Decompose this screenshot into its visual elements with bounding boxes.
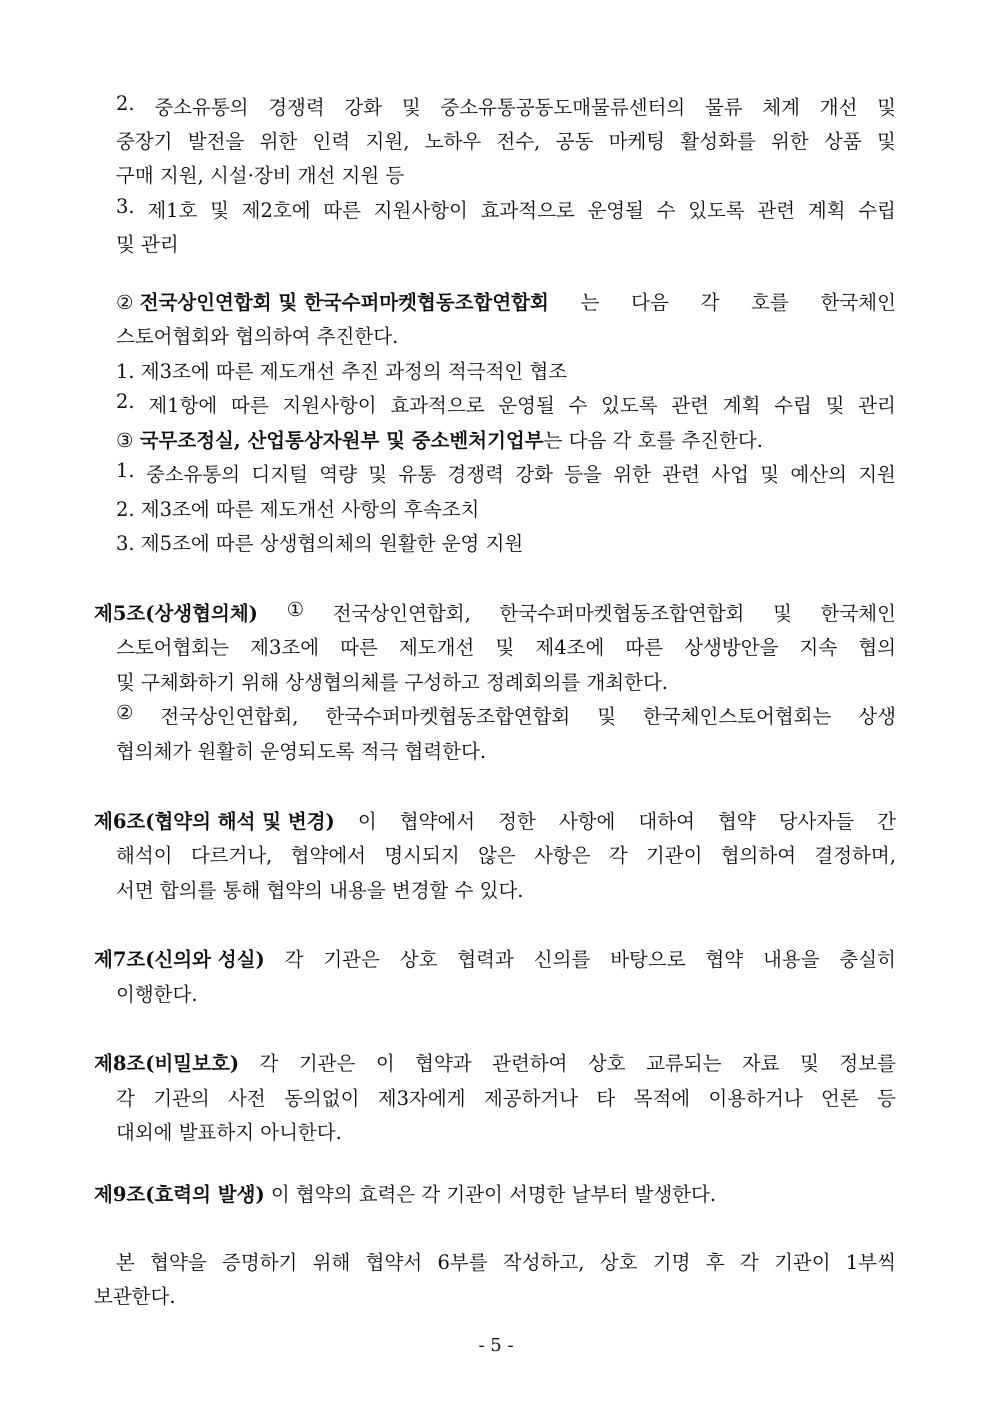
art4-para2-item2-word: 따른 xyxy=(231,394,269,417)
art8-line1-word: 기관은 xyxy=(298,1052,356,1075)
art8-title: 제8조(비밀보호) xyxy=(94,1052,240,1075)
art4-para3-item2: 2. 제3조에 따른 제도개선 사항의 후속조치 xyxy=(116,498,480,521)
art4-p1-item2-line2-word: 상품 xyxy=(824,130,862,153)
art7-line1-word: 기관은 xyxy=(323,948,380,971)
art5-line2-word: 제4조에 xyxy=(535,636,605,659)
art4-para2-line1-word: 각 xyxy=(700,291,720,314)
art8-line2-word: 제공하거나 xyxy=(483,1087,579,1110)
art8-line1-word: 각 xyxy=(259,1052,279,1075)
art4-p1-item2-line2-word: 노하우 xyxy=(424,130,482,153)
art4-p1-item2-line1-word: 중소유통공동도매물류센터의 xyxy=(440,96,686,119)
art4-para2-item2-word: 관련 xyxy=(671,394,710,417)
closing-line1-word: 증명하기 xyxy=(221,1251,298,1274)
art7-line1-word: 상호 xyxy=(399,948,438,971)
art6-line2-word: 명시되지 xyxy=(384,844,460,867)
art4-p1-item3-line1-word: 있도록 xyxy=(688,199,745,222)
art4-p1-item3-line1-word: 수 xyxy=(656,199,676,222)
art4-para2-line1-word: 호를 xyxy=(751,291,789,314)
art4-para3-item1-word: 등을 xyxy=(564,463,602,486)
art4-para3-item1 xyxy=(116,459,896,487)
art6-line2-word: 각 xyxy=(608,844,628,867)
art4-para2-item2-word: 수 xyxy=(568,394,588,417)
art4-p1-item2-line2-word: 중장기 xyxy=(116,130,173,153)
art4-p1-item2-line1-word: 물류 xyxy=(704,96,743,119)
art4-p1-item3-line1-word: 관련 xyxy=(757,199,796,222)
art5-line2-word: 지속 xyxy=(799,636,838,659)
closing-line1-word: 후 xyxy=(705,1251,725,1274)
art4-para3-item1-word: 강화 xyxy=(515,463,553,486)
art8-line1-word: 및 xyxy=(800,1052,819,1075)
art4-p1-item3-line1-word: 지원사항이 xyxy=(373,199,468,222)
art6-line1-word: 당사자들 xyxy=(778,810,855,833)
art6-line1-word: 대하여 xyxy=(638,810,695,833)
art6-line2-word: 결정하며, xyxy=(814,844,896,867)
art7-line1-word: 협약 xyxy=(705,948,744,971)
art5-line2-word: 상생방안을 xyxy=(684,636,779,659)
closing-line1-word: 6부를 xyxy=(437,1251,488,1274)
art5-line4-word: ② xyxy=(116,701,134,724)
art4-para3-line1 xyxy=(116,425,763,453)
art4-para3-item1-word: 경쟁력 xyxy=(447,463,504,486)
art4-para2-line1-word: 는 xyxy=(580,291,600,314)
art4-p1-item3-line2: 및 관리 xyxy=(116,233,179,256)
art5-title: 제5조(상생협의체) xyxy=(94,602,258,625)
closing-line1-word: 위해 xyxy=(312,1251,351,1274)
para3-rest: 는 다음 각 호를 추진한다. xyxy=(543,429,763,452)
art8-line3: 대외에 발표하지 아니한다. xyxy=(116,1121,342,1144)
art7-line2: 이행한다. xyxy=(116,983,198,1006)
art4-para3-item1-word: 유통 xyxy=(398,463,437,486)
art5-line4-word: 및 xyxy=(597,705,617,728)
closing-line1-word: 협약을 xyxy=(150,1251,207,1274)
art6-line2-word: 사항은 xyxy=(533,844,591,867)
art6-title: 제6조(협약의 해석 및 변경) xyxy=(94,810,335,833)
art4-para3-item1-word: 위한 xyxy=(613,463,651,486)
art6-line2-word: 기관이 xyxy=(645,844,703,867)
art8-line2-word: 동의없이 xyxy=(284,1087,360,1110)
art8-line1-word: 정보를 xyxy=(839,1052,896,1075)
art4-para3-item3: 3. 제5조에 따른 상생협의체의 원활한 운영 지원 xyxy=(116,532,524,555)
art4-p1-item2-line2-word: 전수, xyxy=(496,130,541,153)
closing-line1-word: 1부씩 xyxy=(845,1251,896,1274)
closing-line1-word: 각 xyxy=(739,1251,759,1274)
closing-line1-word: 본 xyxy=(116,1251,135,1274)
closing-line1 xyxy=(116,1247,896,1275)
art7-line1-word: 바탕으로 xyxy=(610,948,686,971)
art4-para2-item2-word: 지원사항이 xyxy=(282,394,377,417)
art4-p1-item2-line2-word: 지원, xyxy=(365,130,410,153)
art4-para2-item2-word: 관리 xyxy=(858,394,896,417)
art6-line1 xyxy=(94,806,896,834)
art8-line2-word: 각 xyxy=(116,1087,135,1110)
closing-line2: 보관한다. xyxy=(94,1285,176,1308)
art5-line2-word: 제도개선 xyxy=(398,636,475,659)
art4-para3-item1-word: 예산의 xyxy=(790,463,847,486)
para3-number: ③ xyxy=(116,429,134,452)
art4-para2-line1-word: 다음 xyxy=(631,291,669,314)
art7-line1-word: 협력과 xyxy=(457,948,514,971)
art7-title: 제7조(신의와 성실) xyxy=(94,948,265,971)
art4-para2-item2-word: 운영될 xyxy=(498,394,555,417)
art6-line1-word: 사항에 xyxy=(558,810,616,833)
art4-p1-item2-line2 xyxy=(116,126,896,154)
art6-line1-word: 정한 xyxy=(498,810,536,833)
art6-line2-word: 않은 xyxy=(477,844,516,867)
art4-para3-item1-word: 및 xyxy=(368,463,388,486)
art5-line2-word: 제3조에 xyxy=(250,636,320,659)
art4-para2-line1 xyxy=(116,287,896,315)
art4-para2-item2-word: 및 xyxy=(825,394,845,417)
art5-line4-word: 한국수퍼마켓협동조합연합회 xyxy=(325,705,571,728)
art7-line1 xyxy=(94,944,896,972)
art8-line2-word: 등 xyxy=(877,1087,896,1110)
art9-text: 이 협약의 효력은 각 기관이 서명한 날부터 발생한다. xyxy=(270,1183,717,1206)
art4-p1-item2-line1-word: 체계 xyxy=(762,96,801,119)
art4-p1-item2-line1-word: 및 xyxy=(877,96,896,119)
art4-p1-item2-line1-word: 및 xyxy=(401,96,421,119)
art5-line4-word: 전국상인연합회, xyxy=(160,705,299,728)
art4-p1-item2-line2-word: 인력 xyxy=(312,130,351,153)
art4-para2-line1-word: 한국체인 xyxy=(820,291,896,314)
art4-para2-line2: 스토어협회와 협의하여 추진한다. xyxy=(116,325,399,348)
closing-line1-word: 작성하고, xyxy=(502,1251,585,1274)
art4-p1-item2-line1-word: 경쟁력 xyxy=(268,96,325,119)
art4-para2-item1: 1. 제3조에 따른 제도개선 추진 과정의 적극적인 협조 xyxy=(116,360,568,383)
art4-p1-item3-line1-word: 제2호에 xyxy=(241,199,311,222)
art8-line1-word: 협약과 xyxy=(415,1052,472,1075)
art4-para2-item2-word: 2. xyxy=(116,390,135,413)
art5-line1-word: 전국상인연합회, xyxy=(332,602,471,625)
art8-line2-word: 타 xyxy=(596,1087,616,1110)
art5-line4-word: 상생 xyxy=(858,705,896,728)
art8-line1-word: 관련하여 xyxy=(492,1052,568,1075)
art4-para2-item2-word: 있도록 xyxy=(601,394,658,417)
art8-line1-word: 자료 xyxy=(741,1052,780,1075)
art4-para2-item2-word: 효과적으로 xyxy=(390,394,485,417)
art5-line2-word: 따른 xyxy=(340,636,378,659)
art4-para2-item2-word: 수립 xyxy=(774,394,812,417)
art5-line1 xyxy=(94,598,896,626)
art4-p1-item2-line3: 구매 지원, 시설·장비 개선 지원 등 xyxy=(116,164,405,187)
art5-line1-word: 한국체인 xyxy=(820,602,896,625)
art8-line1-word: 교류되는 xyxy=(646,1052,722,1075)
art8-line2-word: 목적에 xyxy=(633,1087,691,1110)
art4-p1-item3-line1-word: 3. xyxy=(116,195,135,218)
art4-p1-item3-line1-word: 효과적으로 xyxy=(480,199,575,222)
art5-line4 xyxy=(116,701,896,729)
art6-line2-word: 다르거나, xyxy=(190,844,273,867)
para2-number: ② xyxy=(116,291,134,314)
art6-line2-word: 협약에서 xyxy=(290,844,367,867)
art8-line1-word: 이 xyxy=(375,1052,395,1075)
art5-line1-word: ① xyxy=(286,598,305,621)
art4-para2-item2 xyxy=(116,390,896,418)
art4-p1-item2-line2-word: 공동 xyxy=(555,130,594,153)
art4-p1-item3-line1 xyxy=(116,195,896,223)
art8-line1 xyxy=(94,1048,896,1076)
art4-p1-item2-line2-word: 마케팅 xyxy=(608,130,666,153)
art5-line2-word: 및 xyxy=(495,636,515,659)
art4-p1-item3-line1-word: 제1호 xyxy=(147,199,198,222)
art4-p1-item3-line1-word: 및 xyxy=(210,199,229,222)
art4-para2-item2-word: 제1항에 xyxy=(148,394,218,417)
art4-para3-item1-word: 중소유통의 xyxy=(145,463,241,486)
art8-line2-word: 기관의 xyxy=(153,1087,210,1110)
art4-p1-item2-line1-word: 중소유통의 xyxy=(154,96,249,119)
art4-p1-item2-line2-word: 위한 xyxy=(771,130,809,153)
art9-line1 xyxy=(94,1179,716,1207)
art8-line2 xyxy=(116,1083,896,1111)
art8-line2-word: 언론 xyxy=(821,1087,859,1110)
closing-line1-word: 기명 xyxy=(652,1251,691,1274)
art5-line2 xyxy=(116,632,896,660)
art5-line1-word: 및 xyxy=(773,602,792,625)
art4-para3-item1-word: 관련 xyxy=(662,463,700,486)
closing-line1-word: 협약서 xyxy=(365,1251,423,1274)
art4-para3-item1-word: 역량 xyxy=(319,463,357,486)
art4-p1-item2-line2-word: 발전을 xyxy=(187,130,245,153)
art6-line1-word: 간 xyxy=(877,810,896,833)
art8-line2-word: 사전 xyxy=(228,1087,266,1110)
art4-p1-item2-line2-word: 위한 xyxy=(259,130,298,153)
art5-line2-word: 협의 xyxy=(858,636,896,659)
art5-line5: 협의체가 원활히 운영되도록 적극 협력한다. xyxy=(116,740,487,763)
para2-lead xyxy=(116,287,549,315)
art6-line2-word: 해석이 xyxy=(116,844,173,867)
art4-p1-item2-line1-word: 강화 xyxy=(344,96,383,119)
art5-line2-word: 스토어협회는 xyxy=(116,636,230,659)
page-number: - 5 - xyxy=(478,1335,514,1356)
art8-line1-word: 상호 xyxy=(587,1052,626,1075)
art7-line1-word: 각 xyxy=(284,948,304,971)
art5-line3: 및 구체화하기 위해 상생협의체를 구성하고 정례회의를 개최한다. xyxy=(116,671,668,694)
art8-line2-word: 제3자에게 xyxy=(377,1087,466,1110)
art5-line1-word: 한국수퍼마켓협동조합연합회 xyxy=(499,602,745,625)
art4-p1-item3-line1-word: 계획 xyxy=(807,199,846,222)
art4-para3-item1-word: 사업 xyxy=(711,463,749,486)
art4-para3-item1-word: 디지털 xyxy=(251,463,308,486)
art4-p1-item2-line1 xyxy=(116,92,896,120)
art6-line1-word: 협약 xyxy=(717,810,756,833)
art7-line1-word: 내용을 xyxy=(763,948,820,971)
art6-line1-word: 이 xyxy=(357,810,377,833)
closing-line1-word: 기관이 xyxy=(774,1251,831,1274)
art4-para2-item2-word: 계획 xyxy=(722,394,761,417)
art4-para3-item1-word: 및 xyxy=(760,463,780,486)
art4-p1-item3-line1-word: 따른 xyxy=(323,199,361,222)
art4-para3-item1-word: 1. xyxy=(116,459,135,482)
art4-p1-item2-line2-word: 및 xyxy=(876,130,896,153)
art6-line2 xyxy=(116,840,896,868)
closing-line1-word: 상호 xyxy=(599,1251,638,1274)
art4-p1-item2-line1-word: 2. xyxy=(116,92,135,115)
art7-line1-word: 신의를 xyxy=(533,948,591,971)
art9-title: 제9조(효력의 발생) xyxy=(94,1183,265,1206)
art6-line2-word: 협의하여 xyxy=(720,844,797,867)
art4-p1-item3-line1-word: 수립 xyxy=(858,199,896,222)
para3-subject: 국무조정실, 산업통상자원부 및 중소벤처기업부 xyxy=(139,429,544,452)
art5-line4-word: 한국체인스토어협회는 xyxy=(642,705,832,728)
art5-line2-word: 따른 xyxy=(625,636,664,659)
art4-p1-item3-line1-word: 운영될 xyxy=(587,199,644,222)
art8-line2-word: 이용하거나 xyxy=(708,1087,803,1110)
art4-p1-item2-line2-word: 활성화를 xyxy=(680,130,756,153)
art4-p1-item2-line1-word: 개선 xyxy=(819,96,858,119)
para2-subject: 전국상인연합회 및 한국수퍼마켓협동조합연합회 xyxy=(139,291,549,314)
art4-para3-item1-word: 지원 xyxy=(858,463,896,486)
art7-line1-word: 충실히 xyxy=(839,948,896,971)
art6-line1-word: 협약에서 xyxy=(399,810,476,833)
art6-line3: 서면 합의를 통해 협약의 내용을 변경할 수 있다. xyxy=(116,879,524,902)
